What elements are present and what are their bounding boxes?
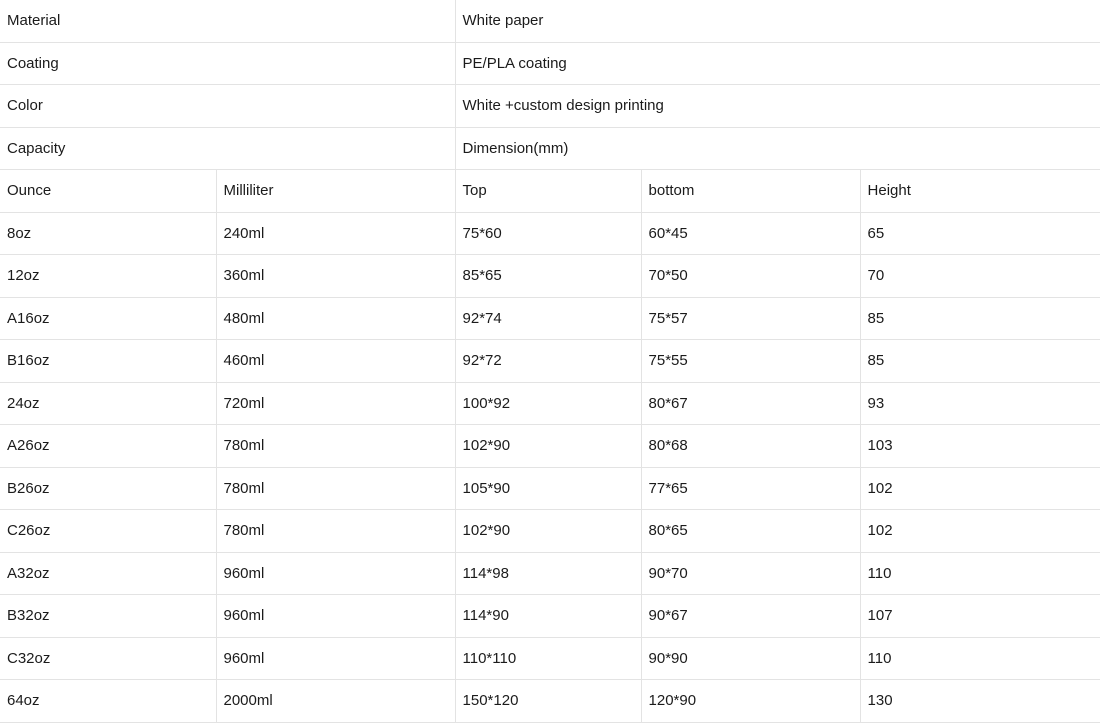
cell-bottom: 75*55: [641, 340, 860, 383]
cell-ounce: B26oz: [0, 467, 216, 510]
info-value: White +custom design printing: [455, 85, 1100, 128]
cell-ounce: C32oz: [0, 637, 216, 680]
cell-ounce: A16oz: [0, 297, 216, 340]
cell-top: 105*90: [455, 467, 641, 510]
column-header-top: Top: [455, 170, 641, 213]
table-row: [0, 255, 1100, 298]
info-label: Coating: [0, 42, 455, 85]
cell-ounce: C26oz: [0, 510, 216, 553]
cell-milliliter: 360ml: [216, 255, 455, 298]
cell-milliliter: 960ml: [216, 552, 455, 595]
column-header-ounce: Ounce: [0, 170, 216, 213]
column-header-milliliter: Milliliter: [216, 170, 455, 213]
cell-bottom: 80*68: [641, 425, 860, 468]
cell-top: 100*92: [455, 382, 641, 425]
cell-height: 110: [860, 552, 1100, 595]
cell-milliliter: 960ml: [216, 637, 455, 680]
cell-bottom: 77*65: [641, 467, 860, 510]
info-label: Capacity: [0, 127, 455, 170]
cell-ounce: 64oz: [0, 680, 216, 723]
column-header-height: Height: [860, 170, 1100, 213]
cell-ounce: B32oz: [0, 595, 216, 638]
table-row: [0, 340, 1100, 383]
cell-milliliter: 2000ml: [216, 680, 455, 723]
cell-ounce: A26oz: [0, 425, 216, 468]
cell-milliliter: 460ml: [216, 340, 455, 383]
cell-top: 92*72: [455, 340, 641, 383]
cell-bottom: 120*90: [641, 680, 860, 723]
cell-height: 102: [860, 510, 1100, 553]
cell-milliliter: 780ml: [216, 467, 455, 510]
info-value: White paper: [455, 0, 1100, 42]
cell-height: 102: [860, 467, 1100, 510]
table-row: [0, 212, 1100, 255]
cell-height: 65: [860, 212, 1100, 255]
cell-milliliter: 780ml: [216, 510, 455, 553]
cell-top: 114*90: [455, 595, 641, 638]
cell-bottom: 90*67: [641, 595, 860, 638]
cell-bottom: 80*67: [641, 382, 860, 425]
table-header-row: [0, 170, 1100, 213]
cell-milliliter: 240ml: [216, 212, 455, 255]
cell-height: 110: [860, 637, 1100, 680]
cell-ounce: 8oz: [0, 212, 216, 255]
cell-top: 92*74: [455, 297, 641, 340]
table-row: [0, 297, 1100, 340]
info-label: Color: [0, 85, 455, 128]
cell-bottom: 70*50: [641, 255, 860, 298]
cell-ounce: 24oz: [0, 382, 216, 425]
cell-milliliter: 720ml: [216, 382, 455, 425]
table-row: [0, 85, 1100, 128]
cell-ounce: 12oz: [0, 255, 216, 298]
cell-top: 150*120: [455, 680, 641, 723]
cell-top: 102*90: [455, 425, 641, 468]
info-value: PE/PLA coating: [455, 42, 1100, 85]
table-row: [0, 42, 1100, 85]
cell-bottom: 80*65: [641, 510, 860, 553]
cell-height: 103: [860, 425, 1100, 468]
cell-milliliter: 780ml: [216, 425, 455, 468]
cell-height: 85: [860, 297, 1100, 340]
cell-height: 93: [860, 382, 1100, 425]
info-label: Material: [0, 0, 455, 42]
table-row: [0, 637, 1100, 680]
cell-top: 85*65: [455, 255, 641, 298]
cell-top: 75*60: [455, 212, 641, 255]
table-row: [0, 467, 1100, 510]
cell-height: 130: [860, 680, 1100, 723]
cell-top: 114*98: [455, 552, 641, 595]
cell-ounce: B16oz: [0, 340, 216, 383]
cell-bottom: 60*45: [641, 212, 860, 255]
cell-bottom: 90*90: [641, 637, 860, 680]
table-row: [0, 0, 1100, 42]
column-header-bottom: bottom: [641, 170, 860, 213]
cell-top: 110*110: [455, 637, 641, 680]
cell-ounce: A32oz: [0, 552, 216, 595]
table-row: [0, 680, 1100, 723]
table-row: [0, 382, 1100, 425]
table-row: [0, 595, 1100, 638]
cell-height: 70: [860, 255, 1100, 298]
cell-height: 85: [860, 340, 1100, 383]
table-row: [0, 127, 1100, 170]
table-row: [0, 552, 1100, 595]
cell-bottom: 90*70: [641, 552, 860, 595]
table-row: [0, 510, 1100, 553]
cell-milliliter: 960ml: [216, 595, 455, 638]
info-value: Dimension(mm): [455, 127, 1100, 170]
cell-bottom: 75*57: [641, 297, 860, 340]
table-row: [0, 425, 1100, 468]
cell-height: 107: [860, 595, 1100, 638]
cell-milliliter: 480ml: [216, 297, 455, 340]
cell-top: 102*90: [455, 510, 641, 553]
